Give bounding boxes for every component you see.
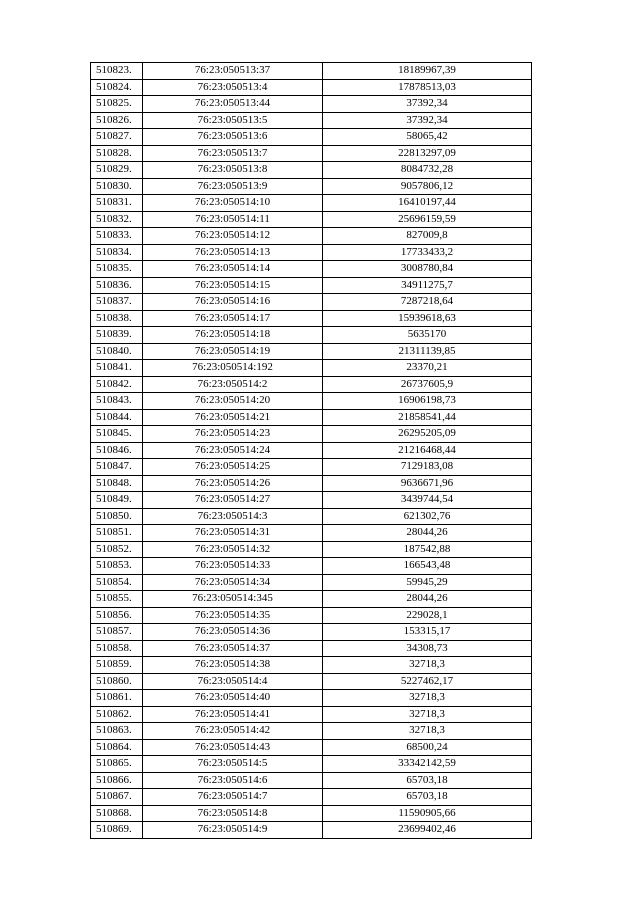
row-number-cell: 510848. [91, 475, 143, 492]
row-number-cell: 510837. [91, 294, 143, 311]
cadastral-number-cell: 76:23:050513:5 [143, 112, 323, 129]
table-row [91, 723, 532, 740]
cadastral-number-cell: 76:23:050514:14 [143, 261, 323, 278]
cadastral-number-cell: 76:23:050513:6 [143, 129, 323, 146]
table-row [91, 690, 532, 707]
table-row [91, 541, 532, 558]
table-row [91, 360, 532, 377]
row-number-cell: 510868. [91, 805, 143, 822]
cadastral-value-cell: 9636671,96 [323, 475, 532, 492]
cadastral-value-cell: 21858541,44 [323, 409, 532, 426]
table-row [91, 96, 532, 113]
cadastral-number-cell: 76:23:050514:25 [143, 459, 323, 476]
cadastral-number-cell: 76:23:050514:35 [143, 607, 323, 624]
table-row [91, 459, 532, 476]
cadastral-value-cell: 59945,29 [323, 574, 532, 591]
cadastral-value-cell: 3439744,54 [323, 492, 532, 509]
row-number-cell: 510836. [91, 277, 143, 294]
row-number-cell: 510828. [91, 145, 143, 162]
cadastral-value-cell: 37392,34 [323, 96, 532, 113]
row-number-cell: 510825. [91, 96, 143, 113]
row-number-cell: 510852. [91, 541, 143, 558]
row-number-cell: 510832. [91, 211, 143, 228]
cadastral-value-cell: 33342142,59 [323, 756, 532, 773]
cadastral-number-cell: 76:23:050514:2 [143, 376, 323, 393]
cadastral-value-cell: 28044,26 [323, 591, 532, 608]
cadastral-number-cell: 76:23:050514:6 [143, 772, 323, 789]
table-row [91, 574, 532, 591]
cadastral-number-cell: 76:23:050514:7 [143, 789, 323, 806]
row-number-cell: 510830. [91, 178, 143, 195]
row-number-cell: 510862. [91, 706, 143, 723]
cadastral-number-cell: 76:23:050514:192 [143, 360, 323, 377]
cadastral-number-cell: 76:23:050513:37 [143, 63, 323, 80]
cadastral-number-cell: 76:23:050514:8 [143, 805, 323, 822]
cadastral-number-cell: 76:23:050513:8 [143, 162, 323, 179]
cadastral-value-cell: 22813297,09 [323, 145, 532, 162]
cadastral-number-cell: 76:23:050514:27 [143, 492, 323, 509]
row-number-cell: 510845. [91, 426, 143, 443]
table-row [91, 145, 532, 162]
cadastral-value-cell: 17733433,2 [323, 244, 532, 261]
table-row [91, 112, 532, 129]
table-row [91, 772, 532, 789]
cadastral-value-cell: 68500,24 [323, 739, 532, 756]
table-row [91, 376, 532, 393]
cadastral-number-cell: 76:23:050514:31 [143, 525, 323, 542]
table-row [91, 244, 532, 261]
cadastral-number-cell: 76:23:050514:37 [143, 640, 323, 657]
cadastral-number-cell: 76:23:050513:4 [143, 79, 323, 96]
cadastral-value-cell: 65703,18 [323, 772, 532, 789]
cadastral-number-cell: 76:23:050514:17 [143, 310, 323, 327]
cadastral-number-cell: 76:23:050514:13 [143, 244, 323, 261]
cadastral-value-cell: 23699402,46 [323, 822, 532, 839]
cadastral-number-cell: 76:23:050514:345 [143, 591, 323, 608]
cadastral-number-cell: 76:23:050514:19 [143, 343, 323, 360]
cadastral-value-cell: 26295205,09 [323, 426, 532, 443]
table-row [91, 805, 532, 822]
cadastral-value-cell: 32718,3 [323, 657, 532, 674]
cadastral-number-cell: 76:23:050514:34 [143, 574, 323, 591]
cadastral-value-cell: 5227462,17 [323, 673, 532, 690]
cadastral-number-cell: 76:23:050514:20 [143, 393, 323, 410]
row-number-cell: 510869. [91, 822, 143, 839]
table-row [91, 79, 532, 96]
cadastral-value-cell: 32718,3 [323, 690, 532, 707]
table-row [91, 789, 532, 806]
row-number-cell: 510858. [91, 640, 143, 657]
row-number-cell: 510839. [91, 327, 143, 344]
cadastral-value-cell: 3008780,84 [323, 261, 532, 278]
table-row [91, 63, 532, 80]
cadastral-value-cell: 32718,3 [323, 723, 532, 740]
cadastral-number-cell: 76:23:050514:15 [143, 277, 323, 294]
table-row [91, 310, 532, 327]
cadastral-number-cell: 76:23:050514:24 [143, 442, 323, 459]
cadastral-value-cell: 21216468,44 [323, 442, 532, 459]
cadastral-number-cell: 76:23:050514:32 [143, 541, 323, 558]
row-number-cell: 510833. [91, 228, 143, 245]
table-row [91, 475, 532, 492]
row-number-cell: 510861. [91, 690, 143, 707]
cadastral-value-cell: 9057806,12 [323, 178, 532, 195]
table-row [91, 739, 532, 756]
table-row [91, 129, 532, 146]
cadastral-value-cell: 65703,18 [323, 789, 532, 806]
cadastral-value-cell: 58065,42 [323, 129, 532, 146]
row-number-cell: 510851. [91, 525, 143, 542]
cadastral-value-cell: 11590905,66 [323, 805, 532, 822]
cadastral-number-cell: 76:23:050514:16 [143, 294, 323, 311]
cadastral-value-cell: 8084732,28 [323, 162, 532, 179]
row-number-cell: 510824. [91, 79, 143, 96]
cadastral-value-cell: 18189967,39 [323, 63, 532, 80]
row-number-cell: 510857. [91, 624, 143, 641]
cadastral-number-cell: 76:23:050514:18 [143, 327, 323, 344]
row-number-cell: 510847. [91, 459, 143, 476]
cadastral-number-cell: 76:23:050514:3 [143, 508, 323, 525]
row-number-cell: 510841. [91, 360, 143, 377]
cadastral-value-cell: 21311139,85 [323, 343, 532, 360]
table-row [91, 261, 532, 278]
row-number-cell: 510834. [91, 244, 143, 261]
row-number-cell: 510844. [91, 409, 143, 426]
row-number-cell: 510831. [91, 195, 143, 212]
table-row [91, 508, 532, 525]
row-number-cell: 510866. [91, 772, 143, 789]
cadastral-number-cell: 76:23:050514:38 [143, 657, 323, 674]
cadastral-value-cell: 34911275,7 [323, 277, 532, 294]
cadastral-number-cell: 76:23:050513:44 [143, 96, 323, 113]
cadastral-number-cell: 76:23:050514:42 [143, 723, 323, 740]
row-number-cell: 510842. [91, 376, 143, 393]
cadastral-number-cell: 76:23:050514:4 [143, 673, 323, 690]
table-row [91, 756, 532, 773]
row-number-cell: 510860. [91, 673, 143, 690]
cadastral-number-cell: 76:23:050514:26 [143, 475, 323, 492]
cadastral-value-cell: 37392,34 [323, 112, 532, 129]
row-number-cell: 510865. [91, 756, 143, 773]
table-row [91, 327, 532, 344]
table-row [91, 640, 532, 657]
row-number-cell: 510835. [91, 261, 143, 278]
row-number-cell: 510867. [91, 789, 143, 806]
row-number-cell: 510859. [91, 657, 143, 674]
table-row [91, 426, 532, 443]
row-number-cell: 510853. [91, 558, 143, 575]
table-row [91, 195, 532, 212]
cadastral-value-cell: 15939618,63 [323, 310, 532, 327]
table-row [91, 409, 532, 426]
cadastral-number-cell: 76:23:050514:9 [143, 822, 323, 839]
table-body [91, 63, 532, 839]
table-row [91, 591, 532, 608]
row-number-cell: 510843. [91, 393, 143, 410]
row-number-cell: 510826. [91, 112, 143, 129]
cadastral-value-cell: 187542,88 [323, 541, 532, 558]
cadastral-value-cell: 153315,17 [323, 624, 532, 641]
cadastral-number-cell: 76:23:050514:33 [143, 558, 323, 575]
cadastral-value-cell: 28044,26 [323, 525, 532, 542]
table-row [91, 673, 532, 690]
cadastral-value-cell: 26737605,9 [323, 376, 532, 393]
table-row [91, 343, 532, 360]
row-number-cell: 510863. [91, 723, 143, 740]
cadastral-number-cell: 76:23:050514:40 [143, 690, 323, 707]
cadastral-value-cell: 229028,1 [323, 607, 532, 624]
table-row [91, 657, 532, 674]
table-row [91, 277, 532, 294]
cadastral-number-cell: 76:23:050514:5 [143, 756, 323, 773]
table-row [91, 822, 532, 839]
table-row [91, 294, 532, 311]
cadastral-number-cell: 76:23:050514:23 [143, 426, 323, 443]
row-number-cell: 510864. [91, 739, 143, 756]
row-number-cell: 510838. [91, 310, 143, 327]
table-row [91, 178, 532, 195]
row-number-cell: 510823. [91, 63, 143, 80]
table-row [91, 442, 532, 459]
row-number-cell: 510849. [91, 492, 143, 509]
cadastral-number-cell: 76:23:050514:10 [143, 195, 323, 212]
table-row [91, 492, 532, 509]
table-row [91, 228, 532, 245]
cadastral-number-cell: 76:23:050514:36 [143, 624, 323, 641]
cadastral-value-cell: 16906198,73 [323, 393, 532, 410]
cadastral-number-cell: 76:23:050514:43 [143, 739, 323, 756]
table-row [91, 162, 532, 179]
cadastral-number-cell: 76:23:050514:11 [143, 211, 323, 228]
table-row [91, 525, 532, 542]
row-number-cell: 510856. [91, 607, 143, 624]
table-row [91, 393, 532, 410]
cadastral-value-cell: 34308,73 [323, 640, 532, 657]
cadastral-value-cell: 16410197,44 [323, 195, 532, 212]
table-row [91, 607, 532, 624]
cadastral-number-cell: 76:23:050514:21 [143, 409, 323, 426]
cadastral-value-cell: 621302,76 [323, 508, 532, 525]
cadastral-value-cell: 17878513,03 [323, 79, 532, 96]
row-number-cell: 510850. [91, 508, 143, 525]
cadastral-number-cell: 76:23:050514:12 [143, 228, 323, 245]
row-number-cell: 510827. [91, 129, 143, 146]
row-number-cell: 510829. [91, 162, 143, 179]
table-row [91, 706, 532, 723]
cadastral-value-cell: 7129183,08 [323, 459, 532, 476]
cadastral-value-cell: 25696159,59 [323, 211, 532, 228]
table-row [91, 558, 532, 575]
cadastral-number-cell: 76:23:050514:41 [143, 706, 323, 723]
cadastral-value-cell: 166543,48 [323, 558, 532, 575]
cadastral-number-cell: 76:23:050513:9 [143, 178, 323, 195]
row-number-cell: 510855. [91, 591, 143, 608]
table-row [91, 211, 532, 228]
row-number-cell: 510846. [91, 442, 143, 459]
row-number-cell: 510840. [91, 343, 143, 360]
cadastral-value-cell: 32718,3 [323, 706, 532, 723]
cadastral-value-cell: 23370,21 [323, 360, 532, 377]
cadastral-value-cell: 7287218,64 [323, 294, 532, 311]
cadastral-value-cell: 5635170 [323, 327, 532, 344]
cadastral-value-cell: 827009,8 [323, 228, 532, 245]
cadastral-value-table [90, 62, 532, 839]
table-row [91, 624, 532, 641]
cadastral-number-cell: 76:23:050513:7 [143, 145, 323, 162]
row-number-cell: 510854. [91, 574, 143, 591]
